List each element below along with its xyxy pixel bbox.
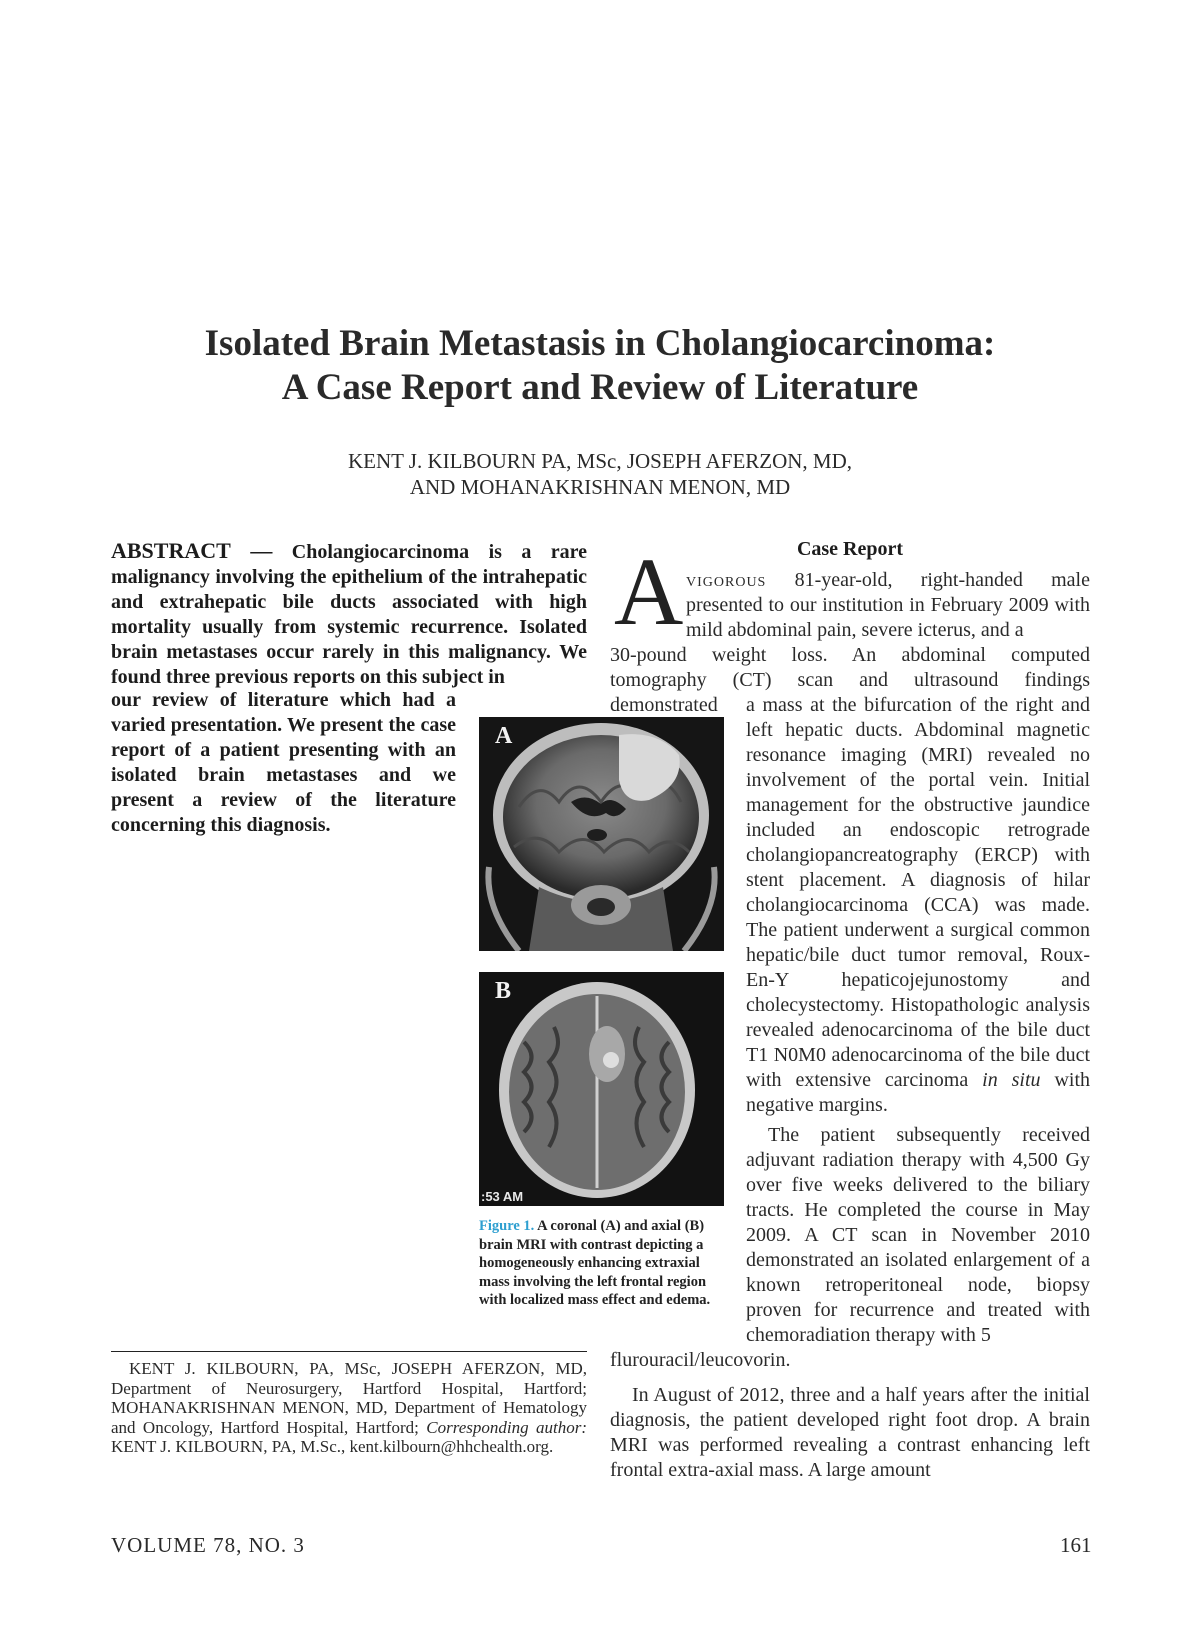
abstract-label: ABSTRACT — (111, 538, 273, 563)
abstract-narrow: our review of literature which had a varied presentation. We present the case report of a patient presenting with an isolated brain metastases and we present a review of the literature concerning this diagnosis. (111, 689, 456, 836)
article-title (100, 322, 1100, 410)
journal-volume: VOLUME 78, NO. 3 (111, 1533, 305, 1557)
paragraph-1-lead (686, 568, 1090, 643)
drop-cap: A (614, 538, 684, 645)
paragraph-3-text: In August of 2012, three and a half years after the initial diagnosis, the patient developed right foot drop. A brain MRI was performed revealing a contrast enhancing left frontal extra-axial mass. A large amount (610, 1384, 1090, 1481)
figure-caption-label: Figure 1. (479, 1218, 535, 1234)
abstract-wide (111, 538, 587, 690)
author-footnote (111, 1359, 587, 1457)
authors-line-1: KENT J. KILBOURN PA, MSc, JOSEPH AFERZON, MD, (347, 449, 853, 473)
title-line-1: Isolated Brain Metastasis in Cholangiocarcinoma: (204, 323, 996, 364)
paragraph-2 (746, 1123, 1090, 1348)
paragraph-1-italic: in situ (982, 1069, 1041, 1091)
footnote-corresponding-label: Corresponding author: (426, 1417, 588, 1437)
mri-timestamp: :53 AM (481, 1189, 524, 1204)
paragraph-1-narrow (746, 693, 1090, 1118)
footnote-divider (111, 1351, 587, 1352)
paragraph-2-text: The patient subsequently received adjuvant radiation therapy with 4,500 Gy over five weeks delivered to the biliary tracts. He completed the course in May 2009. A CT scan in November 2010 demonstrated an isolated enlargement of a known retroperitoneal node, biopsy proven for recurrence and treated with chemoradiation therapy with 5 (746, 1124, 1090, 1346)
section-heading: Case Report (796, 538, 904, 560)
footnote-affiliations: KENT J. KILBOURN, PA, MSc, JOSEPH AFERZON, MD, Department of Neurosurgery, Hartford Hospital, Hartford; MOHANAKRISHNAN MENON, MD, Department of Hematology and Oncology, Hartford Hospital, Hartford; (111, 1359, 587, 1437)
authors-line-2: AND MOHANAKRISHNAN MENON, MD (409, 475, 791, 499)
figure-caption-text: A coronal (A) and axial (B) brain MRI with contrast depicting a homogeneously enhancing extraxial mass involving the left frontal region with localized mass effect and edema. (479, 1218, 711, 1308)
paragraph-1-end: with negative margins. (746, 1069, 1090, 1116)
paragraph-1-lead-text: 81-year-old, right-handed male presented to our institution in February 2009 with mild abdominal pain, severe icterus, and a (686, 569, 1090, 641)
mri-axial-image (479, 972, 724, 1206)
panel-a-label: A (495, 723, 513, 749)
lead-word: vigorous (686, 569, 767, 591)
mri-coronal-illustration (479, 717, 724, 951)
panel-b-label: B (495, 978, 512, 1004)
footnote-contact: KENT J. KILBOURN, PA, M.Sc., kent.kilbourn@hhchealth.org. (111, 1437, 554, 1456)
mri-coronal-image (479, 717, 724, 951)
paragraph-1-full-width: 30-pound weight loss. An abdominal computed tomography (CT) scan and ultrasound findings demonstrated (610, 644, 1090, 716)
paragraph-3 (610, 1383, 1090, 1483)
figure-caption (479, 1217, 727, 1310)
abstract-text-wide: Cholangiocarcinoma is a rare malignancy involving the epithelium of the intrahepatic and extrahepatic bile ducts associated with high mortality usually from systemic recurrence. Isolated brain metastases occur rarely in this malignancy. We found three previous reports on this subject in (111, 541, 587, 688)
title-line-2: A Case Report and Review of Literature (281, 367, 919, 408)
author-list (100, 448, 1100, 500)
paragraph-2-tail: flurouracil/leucovorin. (610, 1349, 791, 1371)
paragraph-1-narrow-text: a mass at the bifurcation of the right and left hepatic ducts. Abdominal magnetic resonance imaging (MRI) revealed no involvement of the portal vein. Initial management for the obstructive jaundice included an endoscopic retrograde cholangiopancreatography (ERCP) with stent placement. A diagnosis of hilar cholangiocarcinoma (CCA) was made. The patient underwent a surgical common hepatic/bile duct tumor removal, Roux-En-Y hepaticojejunostomy and cholecystectomy. Histopathologic analysis revealed adenocarcinoma of the bile duct T1 N0M0 adenocarcinoma of the bile duct with extensive carcinoma (746, 694, 1090, 1091)
mri-axial-illustration (479, 972, 724, 1206)
page-number: 161 (1060, 1533, 1092, 1557)
